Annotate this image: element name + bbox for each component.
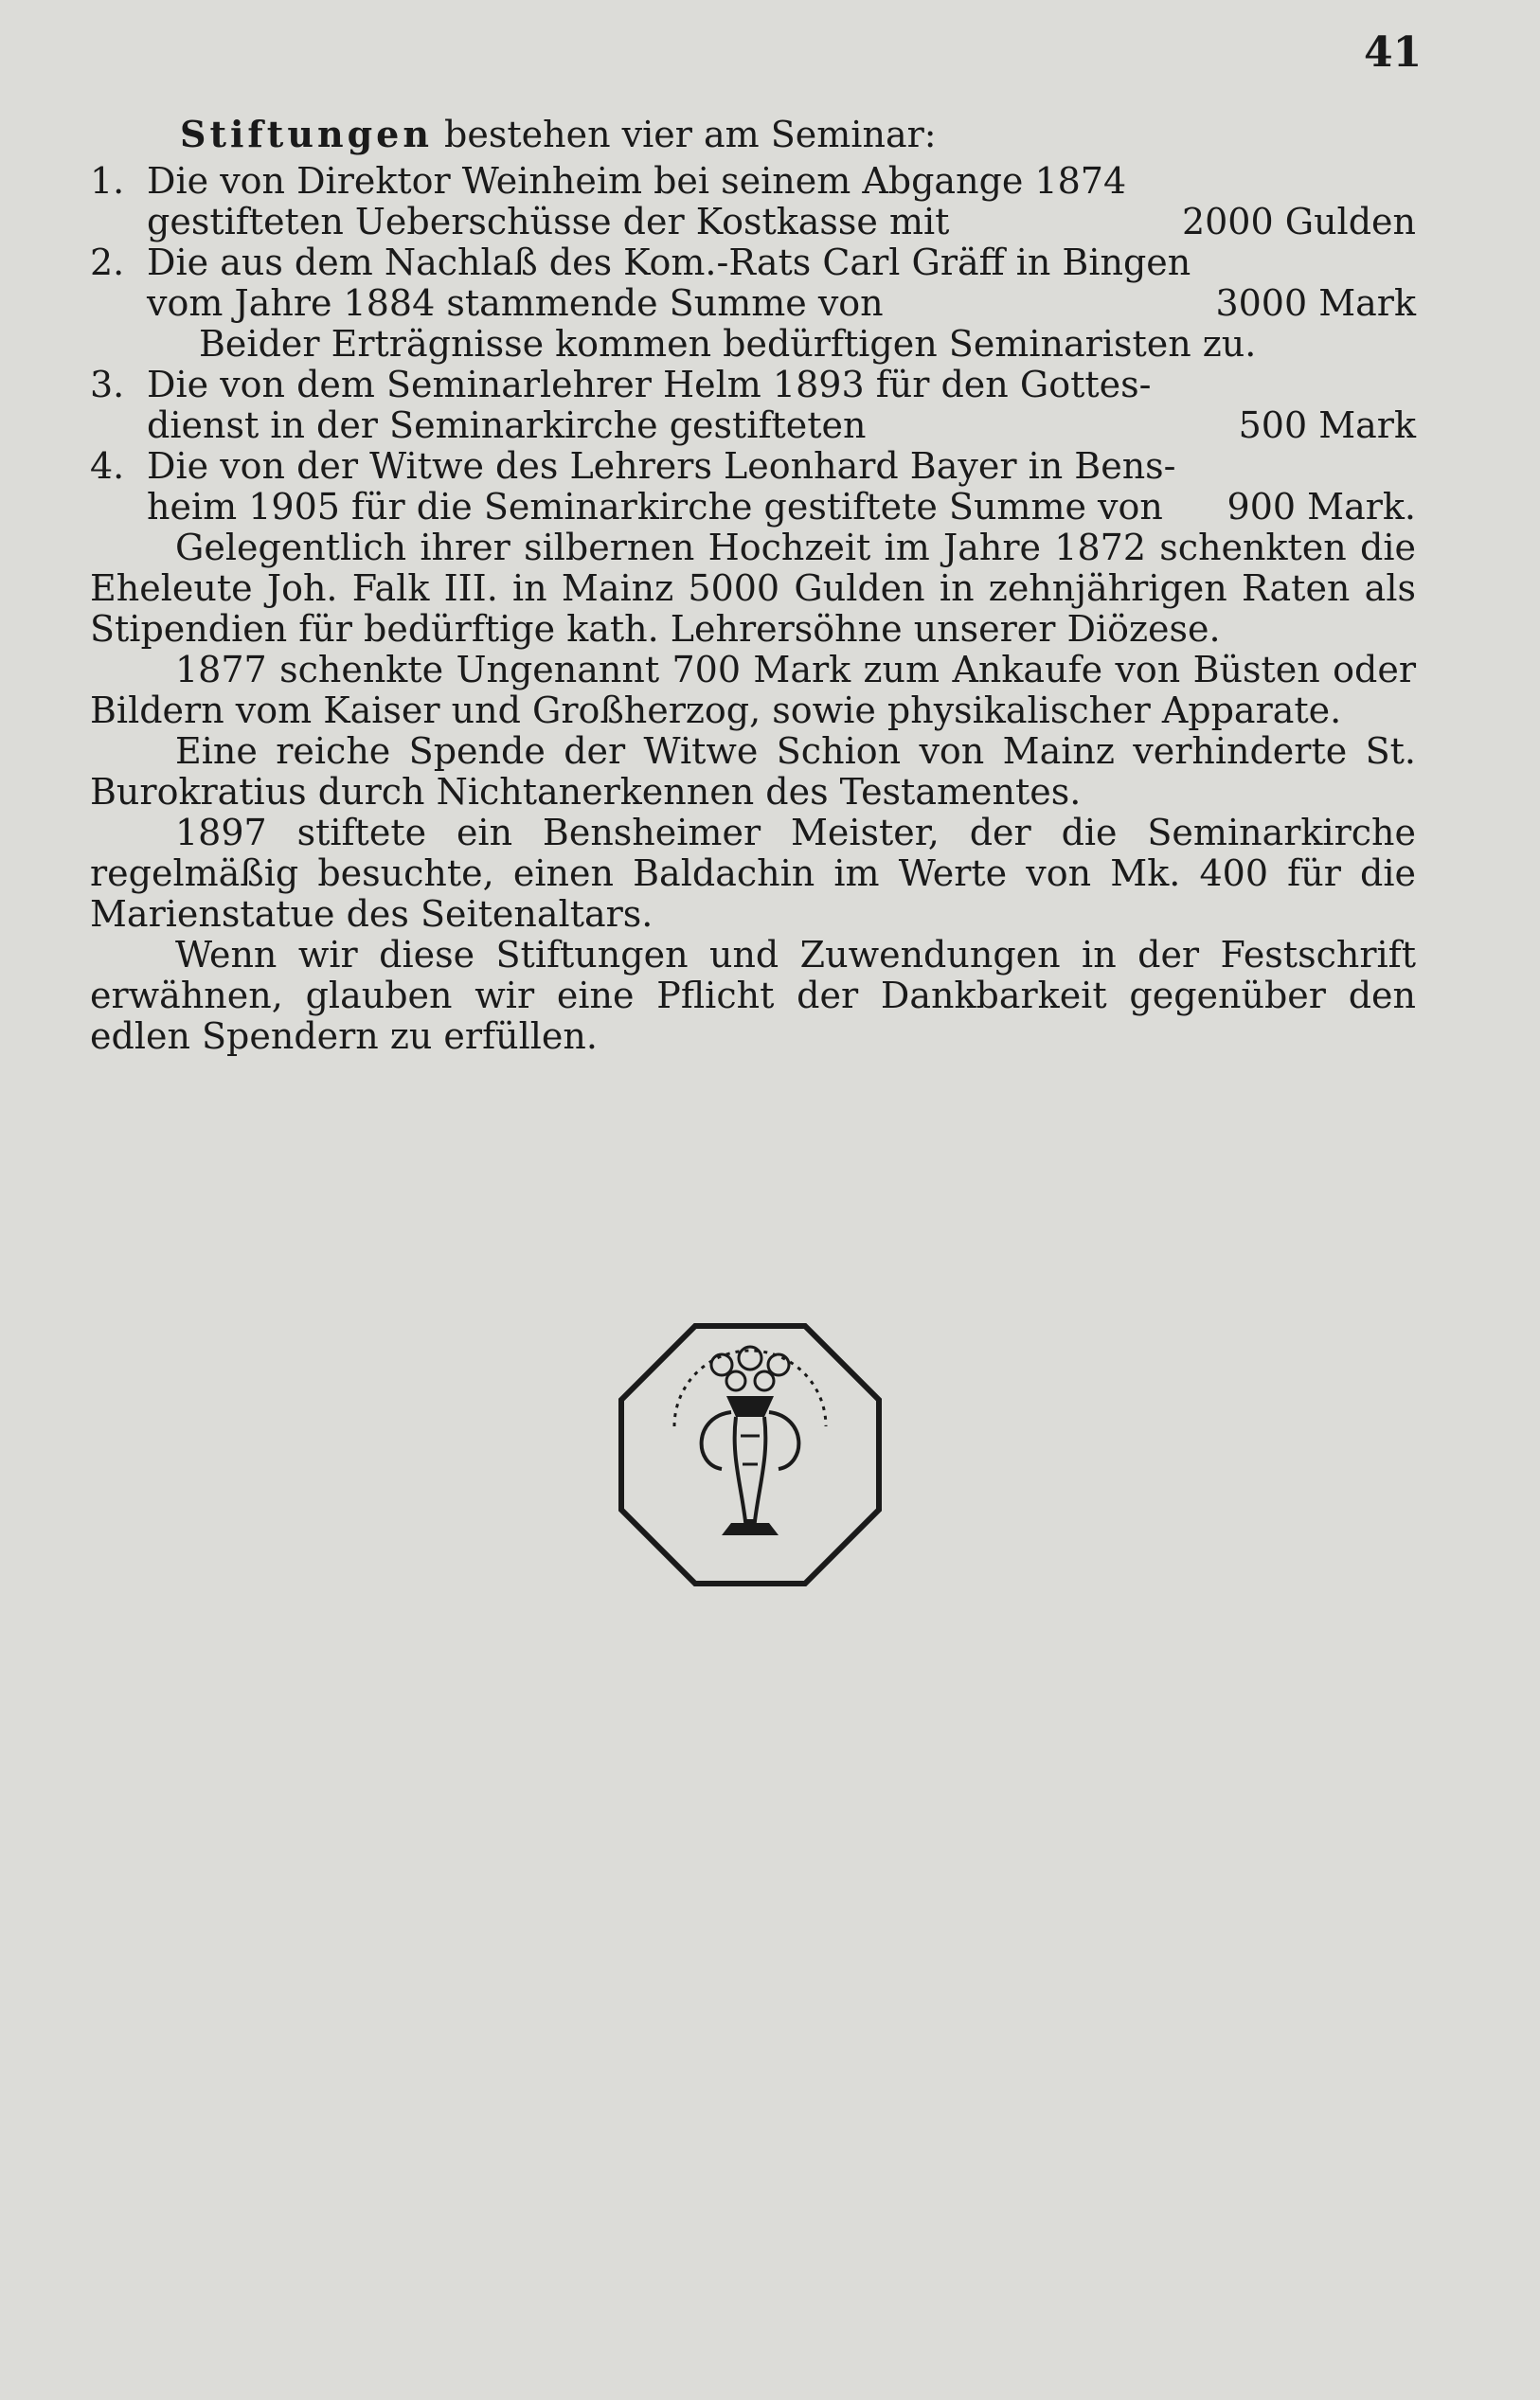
item-line: vom Jahre 1884 stammende Summe von (147, 282, 884, 324)
item-line: Die von Direktor Weinheim bei seinem Abgange 1874 (147, 160, 1127, 202)
page-content (90, 114, 1416, 1057)
vase-ornament-icon (618, 1322, 883, 1587)
item-line: Die von der Witwe des Lehrers Leonhard Bayer in Bens- (147, 445, 1176, 487)
list-item-4 (90, 446, 1416, 528)
item-line: heim 1905 für die Seminarkirche gestiftete Summe von (147, 486, 1163, 528)
page-number: 41 (1364, 28, 1423, 77)
paragraph-silver-wedding: Gelegentlich ihrer silbernen Hochzeit im Jahre 1872 schenkten die Eheleute Joh. Falk III. in Mainz 5000 Gulden in zehnjährigen Raten als Stipendien für bedürftige kath. Lehrersöhne unserer Diözese. (90, 527, 1416, 650)
item-amount-row (147, 202, 1416, 242)
paragraph-schion-donation: Eine reiche Spende der Witwe Schion von Mainz verhinderte St. Burokratius durch Nichtanerkennen des Testamentes. (90, 730, 1416, 813)
heading-rest: bestehen vier am Seminar: (432, 114, 937, 155)
item-line: Die von dem Seminarlehrer Helm 1893 für den Gottes- (147, 364, 1152, 405)
item-note: Beider Erträgnisse kommen bedürftigen Seminaristen zu. (199, 323, 1257, 365)
heading-keyword: Stiftungen (180, 113, 433, 155)
item-amount: 3000 Mark (1215, 282, 1416, 324)
paragraph-1877-gift: 1877 schenkte Ungenannt 700 Mark zum Ankaufe von Büsten oder Bildern vom Kaiser und Großherzog, sowie physikalischer Apparate. (90, 649, 1416, 731)
item-amount-row (147, 487, 1416, 528)
item-amount: 900 Mark. (1227, 486, 1416, 528)
list-item-1 (90, 161, 1416, 242)
item-number: 3. (90, 364, 125, 405)
item-line: dienst in der Seminarkirche gestifteten (147, 404, 867, 446)
list-item-3 (90, 365, 1416, 446)
item-amount-row (147, 283, 1416, 324)
item-amount-row (147, 405, 1416, 446)
item-line: Die aus dem Nachlaß des Kom.-Rats Carl Gräff in Bingen (147, 242, 1191, 283)
paragraph-baldachin: 1897 stiftete ein Bensheimer Meister, der die Seminarkirche regelmäßig besuchte, einen Baldachin im Werte von Mk. 400 für die Marienstatue des Seitenaltars. (90, 812, 1416, 935)
item-amount: 2000 Gulden (1181, 201, 1416, 242)
item-number: 4. (90, 445, 125, 487)
item-number: 1. (90, 160, 125, 202)
list-item-2 (90, 242, 1416, 324)
item-line: gestifteten Ueberschüsse der Kostkasse mit (147, 201, 950, 242)
section-heading (180, 114, 1416, 155)
item-amount: 500 Mark (1238, 404, 1416, 446)
item-number: 2. (90, 242, 125, 283)
paragraph-closing: Wenn wir diese Stiftungen und Zuwendungen in der Festschrift erwähnen, glauben wir eine Pflicht der Dankbarkeit gegenüber den edlen Spendern zu erfüllen. (90, 934, 1416, 1057)
